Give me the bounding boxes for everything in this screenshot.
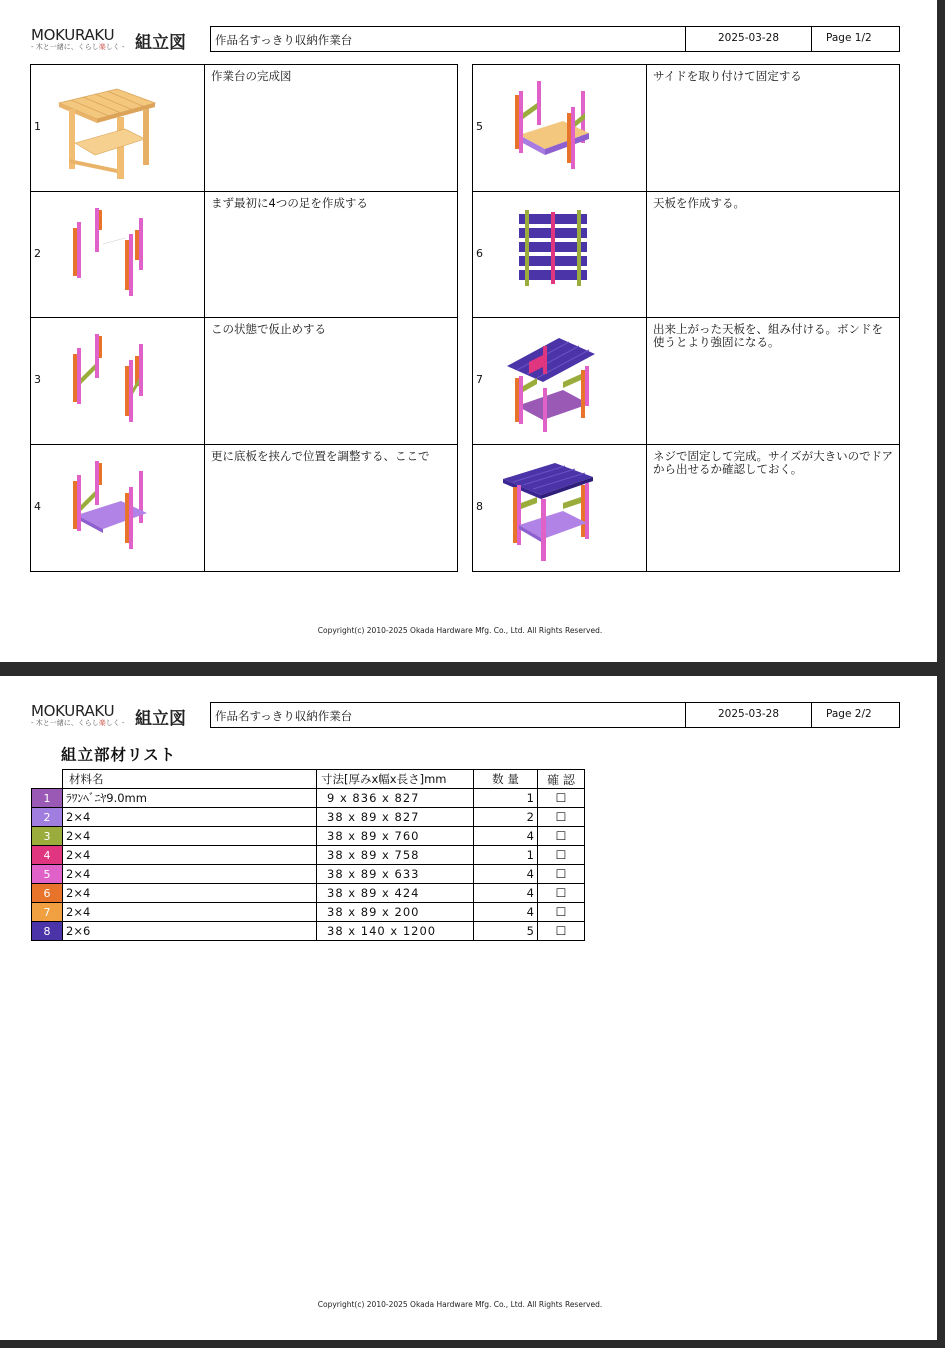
bottom-board-illustration bbox=[55, 453, 195, 565]
step-description: ネジで固定して完成。サイズが大きいのでドアから出せるか確認しておく。 bbox=[653, 448, 894, 476]
step-illustration bbox=[31, 318, 205, 444]
material-name-cell: 2×4 bbox=[63, 846, 317, 865]
step-number: 1 bbox=[34, 120, 41, 133]
part-number-swatch: 6 bbox=[32, 884, 63, 903]
step-number: 6 bbox=[476, 246, 483, 260]
dimensions-cell: 38 x 140 x 1200 bbox=[317, 922, 474, 941]
quantity-cell: 2 bbox=[474, 808, 538, 827]
four-legs-illustration bbox=[55, 200, 195, 312]
material-name-cell: 2×4 bbox=[63, 884, 317, 903]
dimensions-cell: 38 x 89 x 827 bbox=[317, 808, 474, 827]
copyright-notice: Copyright(c) 2010-2025 Okada Hardware Mfg. Co., Ltd. All Rights Reserved. bbox=[317, 626, 603, 635]
table-row bbox=[32, 846, 585, 865]
part-number-swatch: 3 bbox=[32, 827, 63, 846]
assembly-step bbox=[31, 445, 457, 572]
column-header-check: 確 認 bbox=[538, 770, 585, 789]
material-name-cell: 2×4 bbox=[63, 903, 317, 922]
dimensions-cell: 38 x 89 x 758 bbox=[317, 846, 474, 865]
tagline-part: - 木と一緒に、くらし bbox=[31, 43, 99, 51]
doc-date: 2025-03-28 bbox=[686, 27, 812, 51]
page-2 bbox=[0, 676, 937, 1340]
dimensions-cell: 38 x 89 x 424 bbox=[317, 884, 474, 903]
step-illustration bbox=[31, 192, 205, 318]
parts-list-table bbox=[31, 769, 585, 941]
doc-type-title: 組立図 bbox=[135, 709, 186, 729]
confirm-checkbox[interactable]: ☐ bbox=[538, 808, 585, 827]
confirm-checkbox[interactable]: ☐ bbox=[538, 922, 585, 941]
sides-attached-illustration bbox=[497, 73, 637, 185]
material-name-cell: 2×4 bbox=[63, 865, 317, 884]
assembly-step bbox=[31, 192, 457, 319]
step-number: 4 bbox=[34, 499, 41, 513]
dimensions-cell: 38 x 89 x 760 bbox=[317, 827, 474, 846]
dimensions-cell: 9 x 836 x 827 bbox=[317, 789, 474, 808]
material-name-cell: ﾗﾜﾝﾍﾞﾆﾔ9.0mm bbox=[63, 789, 317, 808]
legs-temporary-fix-illustration bbox=[55, 326, 195, 438]
step-illustration bbox=[473, 445, 647, 572]
quantity-cell: 1 bbox=[474, 846, 538, 865]
page-number: Page 2/2 bbox=[826, 708, 872, 720]
parts-list-title: 組立部材リスト bbox=[61, 746, 177, 764]
quantity-cell: 4 bbox=[474, 827, 538, 846]
header-blank-cell bbox=[32, 770, 63, 789]
tagline-part: - 木と一緒に、くらし bbox=[31, 719, 99, 727]
quantity-cell: 5 bbox=[474, 922, 538, 941]
step-description: 更に底板を挟んで位置を調整する、ここで bbox=[211, 448, 430, 463]
part-number-swatch: 1 bbox=[32, 789, 63, 808]
table-row bbox=[32, 922, 585, 941]
assembly-step bbox=[473, 65, 899, 192]
logo-tagline bbox=[31, 719, 125, 728]
doc-date: 2025-03-28 bbox=[686, 703, 812, 727]
column-header-dimensions: 寸法[厚みx幅x長さ]mm bbox=[317, 770, 474, 789]
step-description: 出来上がった天板を、組み付ける。ボンドを使うとより強固になる。 bbox=[653, 322, 883, 349]
confirm-checkbox[interactable]: ☐ bbox=[538, 903, 585, 922]
table-row bbox=[32, 865, 585, 884]
steps-right-column bbox=[472, 64, 900, 572]
part-number-swatch: 4 bbox=[32, 846, 63, 865]
column-header-quantity: 数 量 bbox=[474, 770, 538, 789]
column-header-material: 材料名 bbox=[63, 770, 317, 789]
step-description: この状態で仮止めする bbox=[211, 322, 326, 336]
logo-tagline bbox=[31, 43, 125, 52]
step-illustration bbox=[31, 445, 205, 572]
step-illustration bbox=[473, 65, 647, 191]
step-description: 天板を作成する。 bbox=[653, 195, 745, 210]
page-1 bbox=[0, 0, 937, 662]
logo-text: MOKURAKU bbox=[31, 702, 115, 720]
step-number: 8 bbox=[476, 499, 483, 513]
part-number-swatch: 5 bbox=[32, 865, 63, 884]
mount-top-illustration bbox=[497, 326, 637, 438]
table-header-row bbox=[32, 770, 585, 789]
table-row bbox=[32, 827, 585, 846]
confirm-checkbox[interactable]: ☐ bbox=[538, 827, 585, 846]
product-name: 作品名すっきり収納作業台 bbox=[211, 27, 686, 51]
header-box bbox=[210, 702, 900, 728]
copyright-notice: Copyright(c) 2010-2025 Okada Hardware Mfg. Co., Ltd. All Rights Reserved. bbox=[317, 1300, 603, 1309]
confirm-checkbox[interactable]: ☐ bbox=[538, 789, 585, 808]
assembly-step bbox=[473, 192, 899, 319]
step-illustration bbox=[473, 318, 647, 444]
page-number: Page 1/2 bbox=[826, 32, 872, 44]
step-description: サイドを取り付けて固定する bbox=[653, 69, 802, 83]
step-description: 作業台の完成図 bbox=[211, 69, 292, 83]
confirm-checkbox[interactable]: ☐ bbox=[538, 884, 585, 903]
dimensions-cell: 38 x 89 x 200 bbox=[317, 903, 474, 922]
material-name-cell: 2×4 bbox=[63, 827, 317, 846]
quantity-cell: 4 bbox=[474, 884, 538, 903]
table-row bbox=[32, 808, 585, 827]
finished-workbench-illustration bbox=[55, 73, 195, 185]
tagline-accent: 楽 bbox=[98, 719, 106, 727]
assembly-step bbox=[31, 318, 457, 445]
table-row bbox=[32, 884, 585, 903]
step-number: 7 bbox=[476, 373, 483, 386]
assembly-step bbox=[473, 445, 899, 572]
part-number-swatch: 7 bbox=[32, 903, 63, 922]
logo-text: MOKURAKU bbox=[31, 26, 115, 44]
confirm-checkbox[interactable]: ☐ bbox=[538, 846, 585, 865]
product-name: 作品名すっきり収納作業台 bbox=[211, 703, 686, 727]
quantity-cell: 4 bbox=[474, 903, 538, 922]
tagline-part: しく - bbox=[105, 43, 125, 51]
assembly-step bbox=[31, 65, 457, 192]
tagline-accent: 楽 bbox=[98, 43, 106, 51]
mokuraku-logo bbox=[31, 26, 125, 52]
step-illustration bbox=[473, 192, 647, 318]
dimensions-cell: 38 x 89 x 633 bbox=[317, 865, 474, 884]
mokuraku-logo bbox=[31, 702, 125, 728]
top-board-illustration bbox=[497, 200, 637, 312]
part-number-swatch: 2 bbox=[32, 808, 63, 827]
material-name-cell: 2×4 bbox=[63, 808, 317, 827]
table-row bbox=[32, 789, 585, 808]
part-number-swatch: 8 bbox=[32, 922, 63, 941]
step-description: まず最初に4つの足を作成する bbox=[211, 195, 368, 210]
table-row bbox=[32, 903, 585, 922]
confirm-checkbox[interactable]: ☐ bbox=[538, 865, 585, 884]
quantity-cell: 1 bbox=[474, 789, 538, 808]
steps-left-column bbox=[30, 64, 458, 572]
complete-illustration bbox=[497, 453, 637, 565]
header-box bbox=[210, 26, 900, 52]
step-number: 5 bbox=[476, 120, 483, 133]
doc-type-title: 組立図 bbox=[135, 33, 186, 53]
step-number: 2 bbox=[34, 246, 41, 260]
tagline-part: しく - bbox=[105, 719, 125, 727]
material-name-cell: 2×6 bbox=[63, 922, 317, 941]
step-number: 3 bbox=[34, 373, 41, 386]
assembly-step bbox=[473, 318, 899, 445]
quantity-cell: 4 bbox=[474, 865, 538, 884]
step-illustration bbox=[31, 65, 205, 191]
